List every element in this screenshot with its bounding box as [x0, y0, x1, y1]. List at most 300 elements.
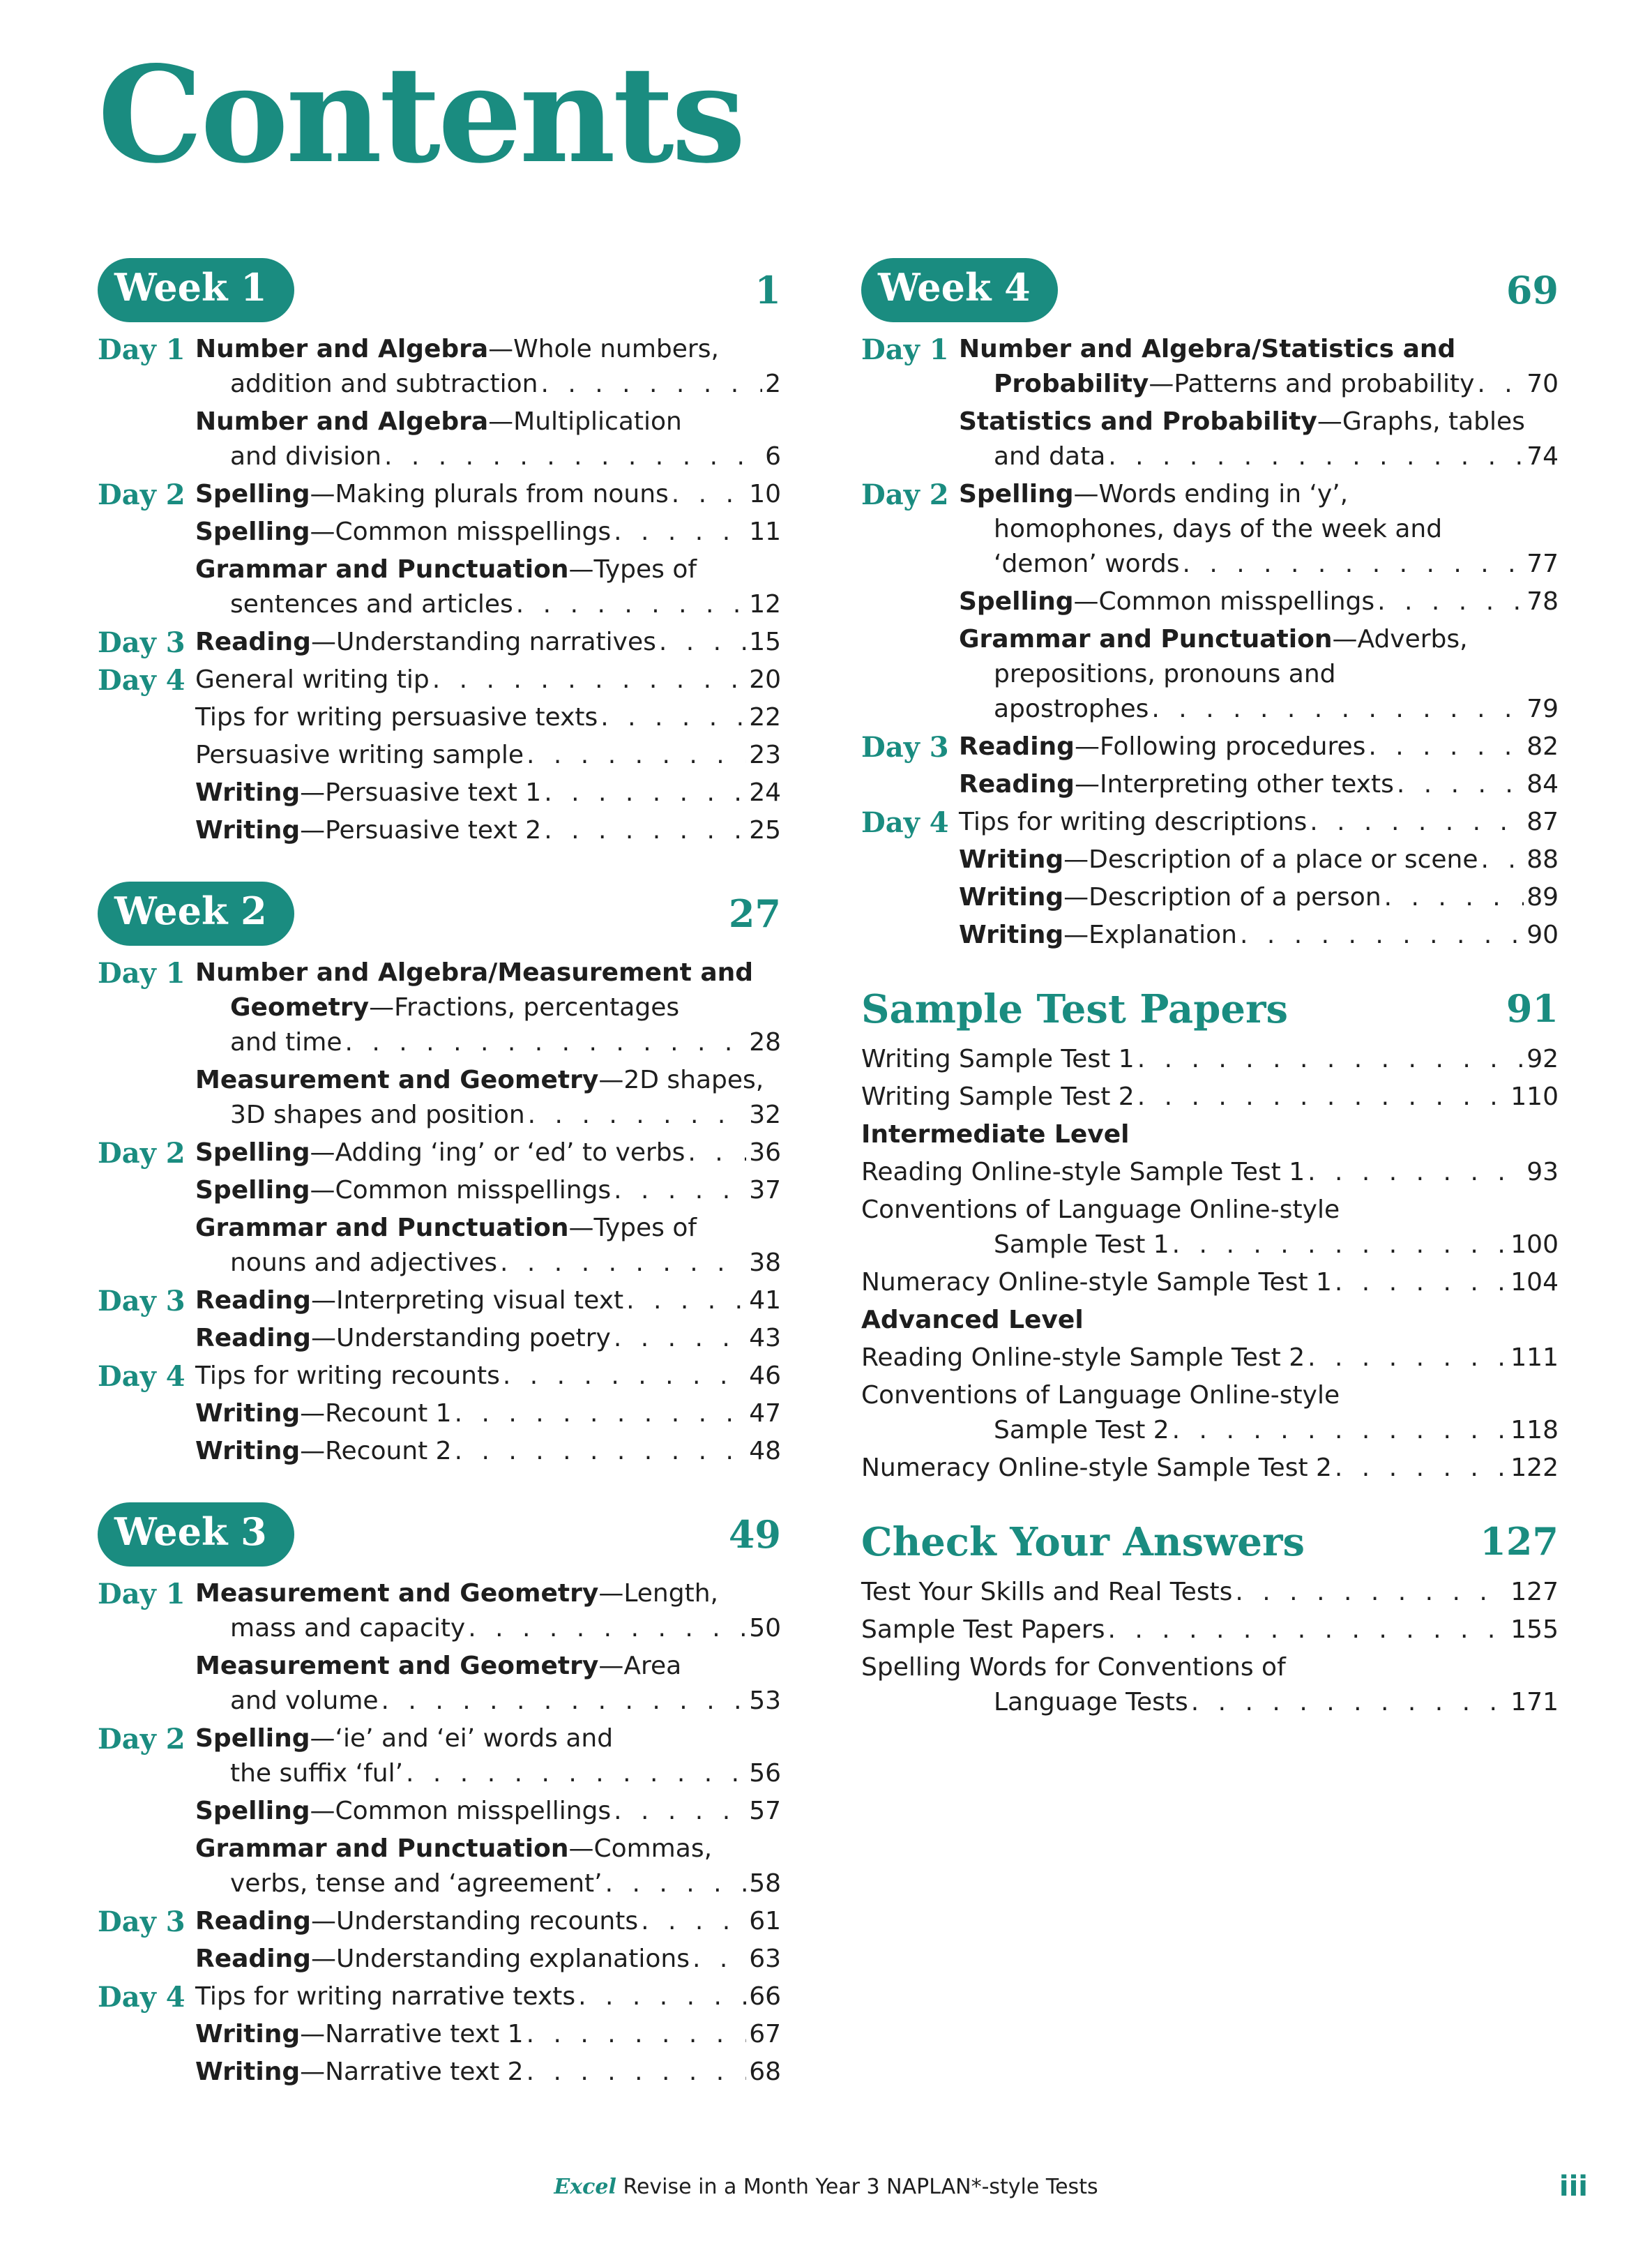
entry-text [195, 738, 524, 773]
entry-text [230, 1866, 603, 1901]
week-section [98, 882, 781, 1469]
entry-page-number: 28 [749, 1028, 781, 1057]
dot-leader [544, 776, 746, 810]
toc-entry [98, 1794, 781, 1829]
toc-entry [98, 813, 781, 848]
entry-subtitle: Tips for writing recounts [195, 1361, 500, 1390]
toc-line [98, 1173, 781, 1208]
entry-text [861, 1451, 1332, 1486]
entry-page-number: 36 [749, 1138, 781, 1167]
entry-text [230, 1246, 497, 1281]
entry-topic: Spelling [195, 1138, 310, 1167]
entry-page-number: 92 [1526, 1045, 1559, 1073]
toc-entry [861, 622, 1559, 727]
entry-subtitle: —Patterns and probability [1149, 370, 1475, 398]
entry-subtitle: and division [230, 442, 381, 471]
day-label: Day 3 [98, 1285, 185, 1318]
toc-line [98, 1025, 781, 1060]
entry-subtitle: —Commas, [568, 1834, 713, 1863]
day-group [98, 1721, 781, 1901]
entry-text [195, 1794, 611, 1829]
toc-entry [861, 1155, 1559, 1190]
week-header [861, 258, 1559, 322]
entry-text [195, 1063, 764, 1098]
day-group [98, 1979, 781, 2090]
dot-leader [526, 2055, 747, 2090]
day-group [98, 663, 781, 848]
footer-brand: Excel [554, 2175, 616, 2199]
entry-text [195, 332, 719, 367]
toc-entry [98, 1434, 781, 1469]
entry-topic: Writing [195, 1399, 301, 1428]
entry-text [195, 813, 541, 848]
dot-leader [641, 1904, 746, 1939]
entry-subtitle: addition and subtraction [230, 370, 538, 398]
entry-topic: Reading [195, 1945, 311, 1973]
entry-subtitle: and volume [230, 1686, 379, 1715]
toc-entry [98, 405, 781, 474]
entry-subtitle: —Understanding poetry [310, 1324, 611, 1352]
toc-entry [98, 552, 781, 622]
toc-line [861, 1228, 1559, 1262]
entry-text [195, 1721, 613, 1756]
entry-subtitle: —Words ending in ‘y’, [1073, 480, 1349, 508]
entry-subtitle: Sample Test 2 [994, 1416, 1169, 1444]
entry-text [861, 1575, 1232, 1610]
entry-topic: Spelling [195, 1797, 310, 1825]
entry-subtitle: Writing Sample Test 1 [861, 1045, 1135, 1073]
entry-page-number: 79 [1526, 695, 1559, 723]
dot-leader [544, 813, 746, 848]
day-group [98, 1135, 781, 1281]
toc-entry [861, 1193, 1559, 1262]
entry-text [230, 1611, 465, 1646]
toc-entry [98, 663, 781, 697]
entry-page-number: 57 [749, 1797, 781, 1825]
dot-leader [614, 1173, 746, 1208]
entry-text [959, 767, 1394, 802]
entry-subtitle: —Adding ‘ing’ or ‘ed’ to verbs [310, 1138, 685, 1167]
toc-line [861, 547, 1559, 582]
toc-entry [861, 918, 1559, 953]
entry-page-number: 24 [749, 778, 781, 807]
dot-leader [1182, 547, 1524, 582]
entry-topic: Number and Algebra [195, 335, 489, 363]
entry-page-number: 70 [1526, 370, 1559, 398]
day-label: Day 2 [98, 1723, 185, 1756]
week-header [98, 258, 781, 322]
section-entries [861, 1575, 1559, 1720]
entry-page-number: 50 [749, 1614, 781, 1643]
week-page-number: 69 [1506, 268, 1559, 312]
entry-topic: Grammar and Punctuation [959, 625, 1333, 654]
toc-entry [98, 776, 781, 810]
entry-page-number: 22 [749, 703, 781, 732]
entry-page-number: 82 [1526, 732, 1559, 761]
toc-entry [861, 332, 1559, 402]
day-group [98, 1359, 781, 1469]
entry-text [195, 776, 541, 810]
entry-topic: Statistics and Probability [959, 407, 1317, 436]
entry-text [195, 477, 669, 512]
entry-subtitle: —Explanation [1063, 921, 1237, 949]
dot-leader [528, 1098, 747, 1133]
section-header [861, 986, 1559, 1042]
day-label: Day 3 [98, 626, 185, 659]
toc-line [98, 1832, 781, 1866]
toc-line [861, 1341, 1559, 1375]
entry-text [861, 1193, 1340, 1228]
toc-line [98, 990, 781, 1025]
entry-page-number: 122 [1510, 1454, 1559, 1482]
section-title: Check Your Answers [861, 1519, 1305, 1565]
entry-subtitle: —Description of a place or scene [1063, 845, 1478, 874]
toc-entry [98, 1211, 781, 1281]
dot-leader [692, 1942, 746, 1977]
toc-line [98, 1283, 781, 1318]
sample-tests-section [861, 986, 1559, 1486]
week-pill [98, 882, 294, 946]
entry-page-number: 100 [1510, 1230, 1559, 1259]
toc-entry [98, 2055, 781, 2090]
week-section [98, 1502, 781, 2090]
toc-line [861, 477, 1559, 512]
week-header [98, 1502, 781, 1567]
entry-subtitle: —Area [598, 1652, 682, 1680]
entry-page-number: 118 [1510, 1416, 1559, 1444]
dot-leader [626, 1283, 746, 1318]
toc-line [98, 813, 781, 848]
footer [0, 2175, 1652, 2199]
week-pill [98, 1502, 294, 1567]
dot-leader [406, 1756, 746, 1791]
entry-topic: Grammar and Punctuation [195, 1834, 569, 1863]
toc-line [861, 692, 1559, 727]
entry-topic: Reading [195, 1907, 311, 1935]
entry-page-number: 67 [749, 2020, 781, 2048]
week-entries [98, 956, 781, 1469]
entry-subtitle: Spelling Words for Conventions of [861, 1653, 1286, 1682]
entry-topic: Probability [994, 370, 1149, 398]
toc-line [98, 1211, 781, 1246]
week-title: Week 4 [878, 265, 1031, 310]
entry-text [959, 584, 1374, 619]
toc-entry [98, 1283, 781, 1318]
toc-entry [861, 880, 1559, 915]
section-title: Sample Test Papers [861, 986, 1289, 1032]
entry-subtitle: —2D shapes, [598, 1066, 764, 1094]
toc-entry [861, 805, 1559, 840]
entry-text [195, 1979, 575, 2014]
entry-subtitle: homophones, days of the week and [994, 515, 1443, 543]
entry-text [959, 332, 1455, 367]
toc-line [861, 584, 1559, 619]
contents-left-column [98, 258, 781, 2123]
dot-leader [1384, 880, 1524, 915]
entry-topic: Spelling [195, 480, 310, 508]
entry-page-number: 37 [749, 1176, 781, 1205]
toc-line [861, 1265, 1559, 1300]
entry-subtitle: —Following procedures [1074, 732, 1366, 761]
toc-line [98, 1866, 781, 1901]
entry-page-number: 74 [1526, 442, 1559, 471]
entry-subtitle: —Fractions, percentages [369, 993, 680, 1022]
entry-topic: Writing [959, 883, 1064, 912]
toc-line [98, 663, 781, 697]
entry-text [195, 515, 611, 550]
entry-subtitle: —Persuasive text 1 [300, 778, 542, 807]
toc-entry [98, 1359, 781, 1394]
toc-line [861, 1413, 1559, 1448]
entry-text [195, 1321, 611, 1356]
toc-line [98, 738, 781, 773]
entry-text [861, 1080, 1135, 1115]
toc-entry [98, 1649, 781, 1719]
toc-line [98, 1246, 781, 1281]
entry-page-number: 89 [1526, 883, 1559, 912]
entry-page-number: 56 [749, 1759, 781, 1788]
toc-entry [861, 1378, 1559, 1448]
toc-line [861, 1451, 1559, 1486]
day-label: Day 4 [861, 806, 949, 839]
day-group [98, 332, 781, 474]
entry-text [959, 880, 1381, 915]
toc-line [98, 1098, 781, 1133]
entry-subtitle: —Narrative text 1 [300, 2020, 524, 2048]
entry-text [959, 622, 1468, 657]
toc-entry [98, 2017, 781, 2052]
entry-topic: Spelling [959, 587, 1074, 616]
entry-text [195, 1135, 685, 1170]
entry-topic: Spelling [195, 518, 310, 546]
entry-text [994, 1685, 1188, 1720]
toc-line [98, 625, 781, 660]
entry-text [861, 1650, 1286, 1685]
day-group [861, 332, 1559, 474]
entry-page-number: 78 [1526, 587, 1559, 616]
dot-leader [1308, 1155, 1524, 1190]
entry-subtitle: Conventions of Language Online-style [861, 1195, 1340, 1224]
dot-leader [1397, 767, 1524, 802]
dot-leader [578, 1979, 746, 2014]
week-page-number: 1 [755, 268, 781, 312]
toc-line [98, 1979, 781, 2014]
entry-text [195, 2017, 524, 2052]
toc-entry [98, 515, 781, 550]
dot-leader [1335, 1451, 1508, 1486]
toc-line [98, 1794, 781, 1829]
entry-text [959, 805, 1307, 840]
week-pill [861, 258, 1058, 322]
week-pill [98, 258, 294, 322]
dot-leader [1151, 692, 1524, 727]
toc-line [98, 477, 781, 512]
week-entries [98, 1576, 781, 2090]
toc-line [98, 1611, 781, 1646]
day-label: Day 1 [98, 957, 185, 990]
entry-topic: Measurement and Geometry [195, 1579, 599, 1608]
toc-line [98, 2055, 781, 2090]
entry-text [230, 587, 513, 622]
toc-line [861, 512, 1559, 547]
day-group [98, 1576, 781, 1719]
entry-topic: Writing [959, 845, 1064, 874]
day-label: Day 1 [98, 333, 185, 366]
toc-line [98, 332, 781, 367]
dot-leader [1368, 730, 1524, 764]
entry-topic: Writing [195, 2020, 301, 2048]
entry-topic: Writing [959, 921, 1064, 949]
toc-line [861, 439, 1559, 474]
entry-subtitle: —‘ie’ and ‘ei’ words and [310, 1724, 614, 1753]
toc-entry [98, 1721, 781, 1791]
contents-right-column [861, 258, 1559, 1753]
week-section [861, 258, 1559, 953]
entry-text [861, 1042, 1135, 1077]
entry-text [195, 1359, 500, 1394]
toc-entry [98, 956, 781, 1060]
toc-line [98, 587, 781, 622]
toc-line [861, 805, 1559, 840]
toc-line [98, 552, 781, 587]
dot-leader [614, 1321, 746, 1356]
dot-leader [1477, 367, 1524, 402]
toc-entry [861, 1575, 1559, 1610]
toc-line [98, 956, 781, 990]
toc-line [861, 843, 1559, 877]
toc-entry [98, 1942, 781, 1977]
dot-leader [1308, 1341, 1508, 1375]
entry-text [195, 700, 598, 735]
entry-topic: Geometry [230, 993, 370, 1022]
week-entries [98, 332, 781, 848]
toc-line [861, 880, 1559, 915]
day-label: Day 2 [98, 1137, 185, 1170]
dot-leader [688, 1135, 746, 1170]
entry-text [195, 1173, 611, 1208]
entry-subtitle: Tips for writing narrative texts [195, 1982, 576, 2011]
day-group [98, 956, 781, 1133]
entry-page-number: 66 [749, 1982, 781, 2011]
entry-page-number: 127 [1510, 1578, 1559, 1606]
level-heading: Intermediate Level [861, 1120, 1130, 1149]
entry-text [230, 367, 538, 402]
entry-page-number: 93 [1526, 1158, 1559, 1186]
entry-page-number: 46 [749, 1361, 781, 1390]
entry-subtitle: —Adverbs, [1332, 625, 1468, 654]
entry-subtitle: and data [994, 442, 1106, 471]
toc-entry [98, 1576, 781, 1646]
entry-text [959, 730, 1365, 764]
dot-leader [1335, 1265, 1508, 1300]
toc-line [98, 1721, 781, 1756]
dot-leader [468, 1611, 746, 1646]
dot-leader [1137, 1042, 1524, 1077]
entry-subtitle: —Graphs, tables [1317, 407, 1525, 436]
dot-leader [384, 439, 762, 474]
entry-text [994, 657, 1336, 692]
entry-subtitle: Sample Test Papers [861, 1615, 1105, 1644]
dot-leader [1172, 1413, 1508, 1448]
entry-text [959, 477, 1348, 512]
toc-line [98, 1396, 781, 1431]
week-title: Week 1 [114, 265, 267, 310]
toc-entry [861, 1650, 1559, 1720]
toc-entry [861, 843, 1559, 877]
entry-topic: Grammar and Punctuation [195, 1214, 569, 1242]
entry-text [861, 1378, 1340, 1413]
entry-page-number: 6 [765, 442, 781, 471]
day-group [98, 1904, 781, 1977]
week-header [98, 882, 781, 946]
entry-topic: Writing [195, 2058, 301, 2086]
entry-text [959, 843, 1478, 877]
toc-line [861, 405, 1559, 439]
entry-text [195, 1434, 452, 1469]
entry-topic: Number and Algebra [195, 407, 489, 436]
toc-line [98, 1904, 781, 1939]
toc-line [861, 1193, 1559, 1228]
entry-subtitle: —Types of [568, 555, 697, 584]
entry-text [195, 405, 682, 439]
dot-leader [500, 1246, 746, 1281]
toc-line [98, 2017, 781, 2052]
day-group [98, 1283, 781, 1356]
entry-subtitle: —Making plurals from nouns [310, 480, 669, 508]
entry-subtitle: Language Tests [994, 1688, 1188, 1716]
entry-text [230, 1025, 342, 1060]
entry-topic: Writing [195, 816, 301, 845]
page-title: Contents [98, 37, 743, 193]
entry-subtitle: Conventions of Language Online-style [861, 1381, 1340, 1410]
toc-entry [861, 1265, 1559, 1300]
toc-entry [98, 1321, 781, 1356]
toc-line [98, 515, 781, 550]
entry-page-number: 12 [749, 590, 781, 619]
toc-line [98, 439, 781, 474]
toc-line [861, 657, 1559, 692]
entry-subtitle: —Understanding narratives [310, 628, 656, 656]
day-label: Day 2 [98, 478, 185, 511]
toc-entry [98, 1135, 781, 1170]
toc-entry [98, 1173, 781, 1208]
entry-topic: Measurement and Geometry [195, 1066, 599, 1094]
entry-text [195, 1396, 452, 1431]
entry-text [195, 663, 430, 697]
entry-subtitle: Test Your Skills and Real Tests [861, 1578, 1233, 1606]
toc-entry [861, 405, 1559, 474]
entry-subtitle: Reading Online-style Sample Test 2 [861, 1343, 1305, 1372]
toc-line [98, 1321, 781, 1356]
week-entries [861, 332, 1559, 953]
toc-line [98, 776, 781, 810]
toc-entry [861, 1451, 1559, 1486]
toc-entry [98, 1396, 781, 1431]
entry-page-number: 77 [1526, 550, 1559, 578]
entry-subtitle: Tips for writing persuasive texts [195, 703, 598, 732]
day-label: Day 3 [98, 1905, 185, 1938]
toc-entry [98, 1979, 781, 2014]
day-label: Day 1 [861, 333, 949, 366]
toc-line [861, 1378, 1559, 1413]
entry-page-number: 11 [749, 518, 781, 546]
toc-line [98, 367, 781, 402]
entry-page-number: 48 [749, 1437, 781, 1465]
toc-entry [861, 730, 1559, 764]
entry-text [994, 439, 1105, 474]
week-page-number: 27 [728, 891, 781, 936]
toc-entry [861, 1042, 1559, 1077]
